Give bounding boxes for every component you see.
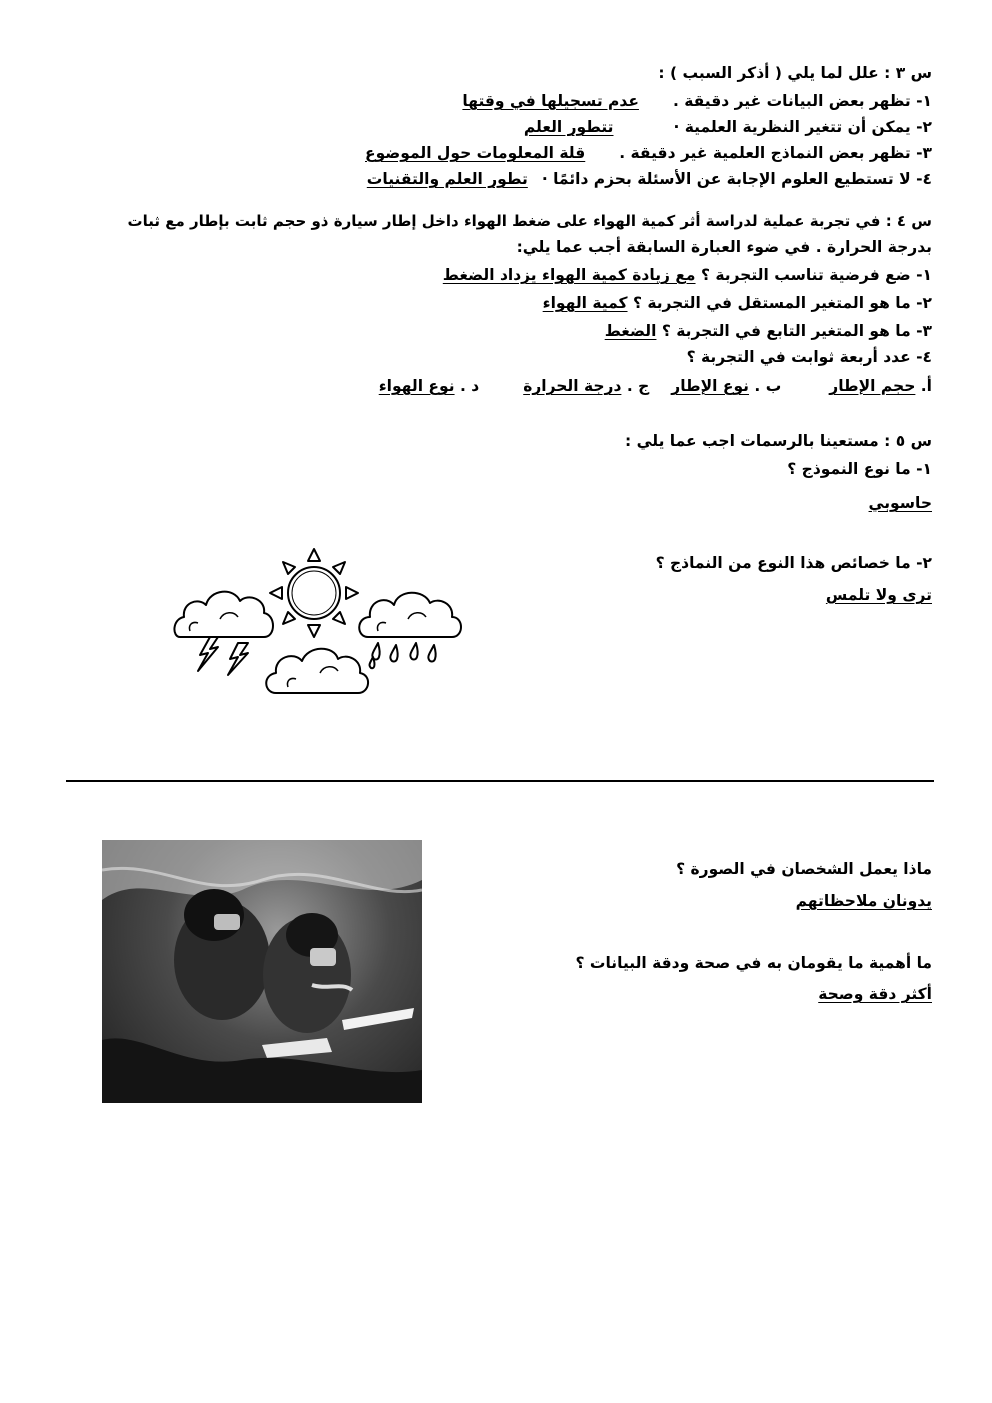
q4-item-3	[605, 320, 932, 342]
constant-c-value: درجة الحرارة	[523, 377, 622, 395]
constant-d-label: د .	[459, 377, 480, 395]
q4-item-1	[443, 264, 932, 286]
q3-item-1	[462, 90, 932, 112]
q3-header: س ٣ : علل لما يلي ( أذكر السبب ) :	[658, 64, 932, 82]
photo-answer-2: أكثر دقة وصحة	[818, 985, 932, 1003]
q4-item-3-answer: الضغط	[604, 322, 657, 340]
q4-item-2	[543, 292, 932, 314]
sun-icon	[270, 549, 358, 637]
cloud-icon	[266, 649, 368, 693]
q4-constants-row	[379, 375, 932, 397]
q3-item-2-answer: تتطور العلم	[523, 118, 614, 136]
constant-a-label: أ.	[920, 377, 932, 395]
q3-item-4	[367, 168, 932, 190]
q3-item-4-question: ٤- لا تستطيع العلوم الإجابة عن الأسئلة بحزم دائمًا ·	[541, 170, 932, 188]
q4-header-line-1: س ٤ : في تجربة عملية لدراسة أثر كمية الهواء على ضغط الهواء داخل إطار سيارة ذو حجم ثابت بإطار مع ثبات	[127, 212, 932, 230]
weather-model-illustration	[168, 545, 468, 705]
constant-a-value: حجم الإطار	[829, 377, 916, 395]
q5-question-2: ٢- ما خصائص هذا النوع من النماذج ؟	[655, 554, 932, 572]
q5-answer-2: ترى ولا تلمس	[825, 586, 932, 604]
q4-item-1-question: ١- ضع فرضية تناسب التجربة ؟	[700, 266, 932, 284]
constant-c-label: ج .	[626, 377, 650, 395]
q4-item-1-answer: مع زيادة كمية الهواء يزداد الضغط	[442, 266, 696, 284]
photo-question-1: ماذا يعمل الشخصان في الصورة ؟	[676, 860, 932, 878]
divers-photo-drawing	[102, 840, 422, 1103]
section-divider	[66, 780, 934, 782]
q4-item-4-question: ٤- عدد أربعة ثوابت في التجربة ؟	[686, 348, 932, 366]
rain-cloud-icon	[359, 593, 461, 668]
q3-item-1-answer: عدم تسجيلها في وقتها	[462, 92, 639, 110]
constant-b-label: ب .	[754, 377, 782, 395]
photo-answer-1: يدونان ملاحظاتهم	[795, 892, 932, 910]
underwater-divers-photo	[102, 840, 422, 1103]
q3-item-2-question: ٢- يمكن أن تتغير النظرية العلمية ·	[673, 118, 932, 136]
constant-d-value: نوع الهواء	[378, 377, 455, 395]
q3-item-4-answer: تطور العلم والتقنيات	[366, 170, 528, 188]
q4-item-2-question: ٢- ما هو المتغير المستقل في التجربة ؟	[632, 294, 932, 312]
q3-item-3-question: ٣- تظهر بعض النماذج العلمية غير دقيقة .	[619, 144, 932, 162]
q5-question-1: ١- ما نوع النموذج ؟	[787, 460, 932, 478]
q3-item-3	[365, 142, 932, 164]
constant-b-value: نوع الإطار	[671, 377, 750, 395]
q3-item-1-question: ١- تظهر بعض البيانات غير دقيقة .	[672, 92, 932, 110]
q3-item-3-answer: قلة المعلومات حول الموضوع	[365, 144, 586, 162]
photo-question-2: ما أهمية ما يقومان به في صحة ودقة البيانات ؟	[575, 954, 932, 972]
q3-item-2	[524, 116, 932, 138]
q4-item-2-answer: كمية الهواء	[542, 294, 628, 312]
q4-header-line-2: بدرجة الحرارة . في ضوء العبارة السابقة أجب عما يلي:	[516, 238, 932, 256]
q5-header: س ٥ : مستعينا بالرسمات اجب عما يلي :	[624, 432, 932, 450]
q5-answer-1: حاسوبي	[868, 494, 932, 512]
thunder-cloud-icon	[174, 592, 273, 675]
q4-item-4	[687, 346, 932, 368]
q4-item-3-question: ٣- ما هو المتغير التابع في التجربة ؟	[661, 322, 932, 340]
